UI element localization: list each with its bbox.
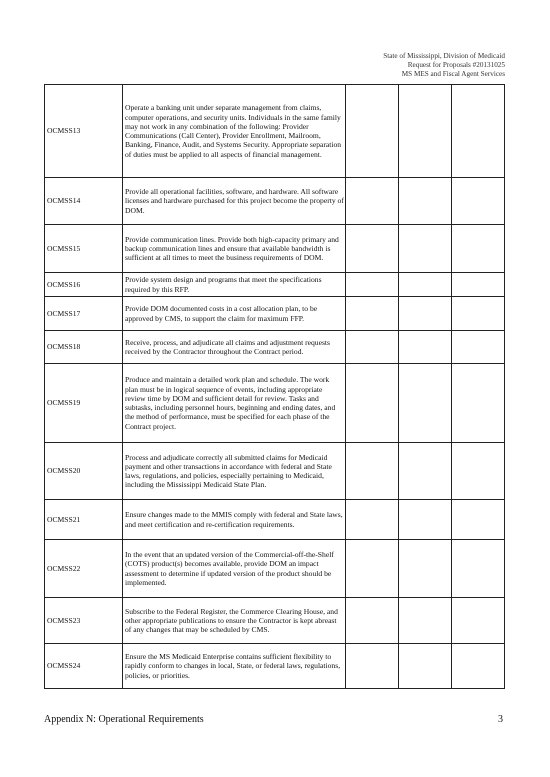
response-cell <box>452 500 505 540</box>
response-cell <box>452 297 505 331</box>
response-cell <box>452 273 505 297</box>
table-row <box>45 331 505 364</box>
response-cell <box>346 443 399 500</box>
requirement-text: Provide communication lines. Provide both high-capacity primary and backup communication lines and ensure that available bandwidth is sufficient at all times to meet the business requirements of DOM. <box>123 225 346 273</box>
requirement-id: OCMSS16 <box>45 273 123 297</box>
header-agency: State of Mississippi, Division of Medicaid <box>383 52 505 60</box>
requirements-table <box>44 84 505 689</box>
table-row <box>45 273 505 297</box>
response-cell <box>399 85 452 178</box>
response-cell <box>399 331 452 364</box>
requirement-text: Produce and maintain a detailed work plan and schedule. The work plan must be in logical sequence of events, including appropriate review time by DOM and sufficient detail for review. Tasks and subtasks, including personnel hours, beginning and ending dates, and the method of performance, must be specified for each phase of the Contract project. <box>123 364 346 443</box>
requirement-id: OCMSS20 <box>45 443 123 500</box>
table-row <box>45 364 505 443</box>
requirement-text: Ensure the MS Medicaid Enterprise contains sufficient flexibility to rapidly conform to changes in local, State, or federal laws, regulations, policies, or priorities. <box>123 644 346 689</box>
requirement-id: OCMSS19 <box>45 364 123 443</box>
response-cell <box>346 364 399 443</box>
table-row <box>45 178 505 225</box>
requirement-text: Provide DOM documented costs in a cost allocation plan, to be approved by CMS, to support the claim for maximum FFP. <box>123 297 346 331</box>
requirement-text: Provide all operational facilities, software, and hardware. All software licenses and hardware purchased for this project become the property of DOM. <box>123 178 346 225</box>
table-row <box>45 644 505 689</box>
requirement-id: OCMSS22 <box>45 540 123 598</box>
response-cell <box>399 225 452 273</box>
requirement-text: Ensure changes made to the MMIS comply with federal and State laws, and meet certification and re-certification requirements. <box>123 500 346 540</box>
response-cell <box>452 644 505 689</box>
response-cell <box>346 598 399 644</box>
response-cell <box>452 364 505 443</box>
requirement-text: Provide system design and programs that meet the specifications required by this RFP. <box>123 273 346 297</box>
table-row <box>45 598 505 644</box>
response-cell <box>399 540 452 598</box>
requirement-text: Subscribe to the Federal Register, the Commerce Clearing House, and other appropriate publications to ensure the Contractor is kept abreast of any changes that may be scheduled by CMS. <box>123 598 346 644</box>
response-cell <box>346 331 399 364</box>
page-header <box>383 52 505 79</box>
response-cell <box>452 178 505 225</box>
requirement-text: In the event that an updated version of the Commercial-off-the-Shelf (COTS) product(s) becomes available, provide DOM an impact assessment to determine if updated version of the product should be implemented. <box>123 540 346 598</box>
requirement-id: OCMSS24 <box>45 644 123 689</box>
response-cell <box>346 644 399 689</box>
requirement-id: OCMSS14 <box>45 178 123 225</box>
response-cell <box>399 644 452 689</box>
response-cell <box>399 297 452 331</box>
response-cell <box>399 178 452 225</box>
footer-title: Appendix N: Operational Requirements <box>44 714 204 725</box>
table-row <box>45 540 505 598</box>
header-project: MS MES and Fiscal Agent Services <box>401 70 505 78</box>
response-cell <box>452 540 505 598</box>
requirement-id: OCMSS15 <box>45 225 123 273</box>
response-cell <box>346 500 399 540</box>
response-cell <box>399 500 452 540</box>
table-row <box>45 225 505 273</box>
response-cell <box>452 85 505 178</box>
response-cell <box>452 598 505 644</box>
table-row <box>45 443 505 500</box>
table-row <box>45 297 505 331</box>
requirement-text: Process and adjudicate correctly all submitted claims for Medicaid payment and other transactions in accordance with federal and State laws, regulations, and policies, especially pertaining to Medicaid, including the Mississippi Medicaid State Plan. <box>123 443 346 500</box>
response-cell <box>452 331 505 364</box>
table-row <box>45 500 505 540</box>
requirement-id: OCMSS21 <box>45 500 123 540</box>
response-cell <box>399 273 452 297</box>
requirement-id: OCMSS18 <box>45 331 123 364</box>
response-cell <box>452 225 505 273</box>
response-cell <box>452 443 505 500</box>
requirement-id: OCMSS13 <box>45 85 123 178</box>
response-cell <box>346 540 399 598</box>
table-row <box>45 85 505 178</box>
response-cell <box>346 273 399 297</box>
page-number: 3 <box>498 714 503 725</box>
requirement-text: Receive, process, and adjudicate all claims and adjustment requests received by the Contractor throughout the Contract period. <box>123 331 346 364</box>
requirement-id: OCMSS17 <box>45 297 123 331</box>
header-rfp: Request for Proposals #20131025 <box>407 61 505 69</box>
response-cell <box>399 598 452 644</box>
response-cell <box>346 225 399 273</box>
response-cell <box>346 297 399 331</box>
response-cell <box>346 178 399 225</box>
requirement-id: OCMSS23 <box>45 598 123 644</box>
response-cell <box>346 85 399 178</box>
response-cell <box>399 364 452 443</box>
response-cell <box>399 443 452 500</box>
requirement-text: Operate a banking unit under separate management from claims, computer operations, and security units. Individuals in the same family may not work in any combination of the following: Provider Communications (Call Center), Provider Enrollment, Mailroom, Banking, Finance, Audit, and Systems Security. Appropriate separation of duties must be applied to all aspects of financial management. <box>123 85 346 178</box>
